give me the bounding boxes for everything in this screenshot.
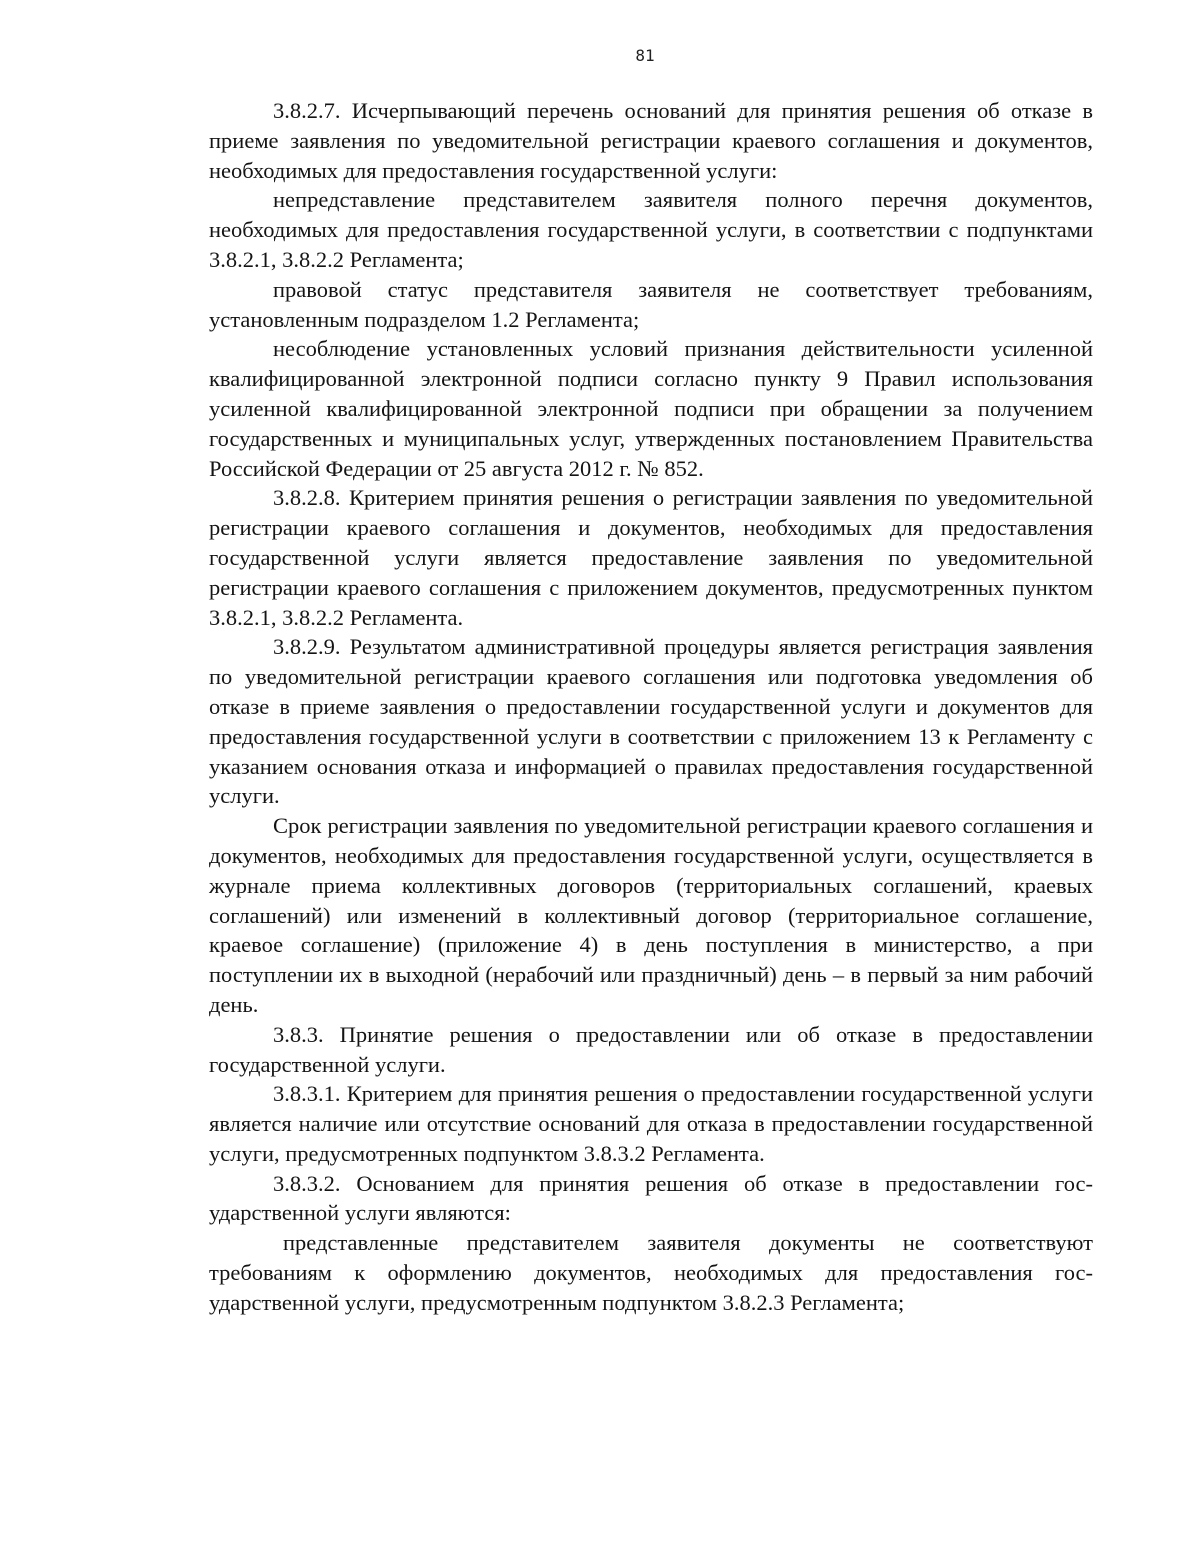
paragraph-nonconforming-documents: представленные представителем заявителя документы не соответствуют требованиям к оформлению документов, необходимых для предоставления государственной услуги, предусмотренным подпунктом 3.8.2.3 Регламента; (209, 1230, 1093, 1315)
page-number: 81 (635, 46, 655, 65)
paragraph-3-8-2-9: 3.8.2.9. Результатом административной процедуры является регистрация заявления по уведомительной регистрации краевого соглашения или подготовка уведомления об отказе в приеме заявления о предоставлении государственной услуги и документов для предоставления государственной услуги в соответствии с приложением 13 к Регламенту с указанием основания отказа и информацией о правилах предоставления государственной услуги. (209, 634, 1093, 809)
paragraph-3-8-3-1: 3.8.3.1. Критерием для принятия решения о предоставлении государственной услуги является наличие или отсутствие оснований для отказа в предоставлении государственной услуги, предусмотренных подпунктом 3.8.3.2 Регламента. (209, 1081, 1093, 1166)
paragraph-legal-status: правовой статус представителя заявителя не соответствует требованиям, установленным подразделом 1.2 Регламента; (209, 276, 1093, 332)
paragraph-3-8-3: 3.8.3. Принятие решения о предоставлении или об отказе в предоставлении государственной услуги. (209, 1021, 1093, 1077)
paragraph-3-8-2-7: 3.8.2.7. Исчерпывающий перечень оснований для принятия решения об отказе в приеме заявления по уведомительной регистрации краевого соглашения и документов, необходимых для предоставления государственной услуги: (209, 98, 1093, 183)
paragraph-3-8-3-2: 3.8.3.2. Основанием для принятия решения об отказе в предоставлении государственной услуги являются: (209, 1170, 1093, 1226)
document-body (209, 96, 1093, 1318)
paragraph-electronic-signature: несоблюдение установленных условий признания действительности усиленной квалифицированной электронной подписи согласно пункту 9 Правил использования усиленной квалифицированной электронной подписи при обращении за получением государственных и муниципальных услуг, утвержденных постановлением Правительства Российской Федерации от 25 августа 2012 г. № 852. (209, 336, 1093, 481)
paragraph-missing-documents: непредставление представителем заявителя полного перечня документов, необходимых для предоставления государственной услуги, в соответствии с подпунктами 3.8.2.1, 3.8.2.2 Регламента; (209, 187, 1093, 272)
paragraph-3-8-2-8: 3.8.2.8. Критерием принятия решения о регистрации заявления по уведомительной регистрации краевого соглашения и документов, необходимых для предоставления государственной услуги является предоставление заявления по уведомительной регистрации краевого соглашения с приложением документов, предусмотренных пунктом 3.8.2.1, 3.8.2.2 Регламента. (209, 485, 1093, 630)
paragraph-registration-term: Срок регистрации заявления по уведомительной регистрации краевого соглашения и документов, необходимых для предоставления государственной услуги, осуществляется в журнале приема коллективных договоров (территориальных соглашений, краевых соглашений) или изменений в коллективный договор (территориальное соглашение, краевое соглашение) (приложение 4) в день поступления в министерство, а при поступлении их в выходной (нерабочий или праздничный) день – в первый за ним рабочий день. (209, 813, 1093, 1017)
